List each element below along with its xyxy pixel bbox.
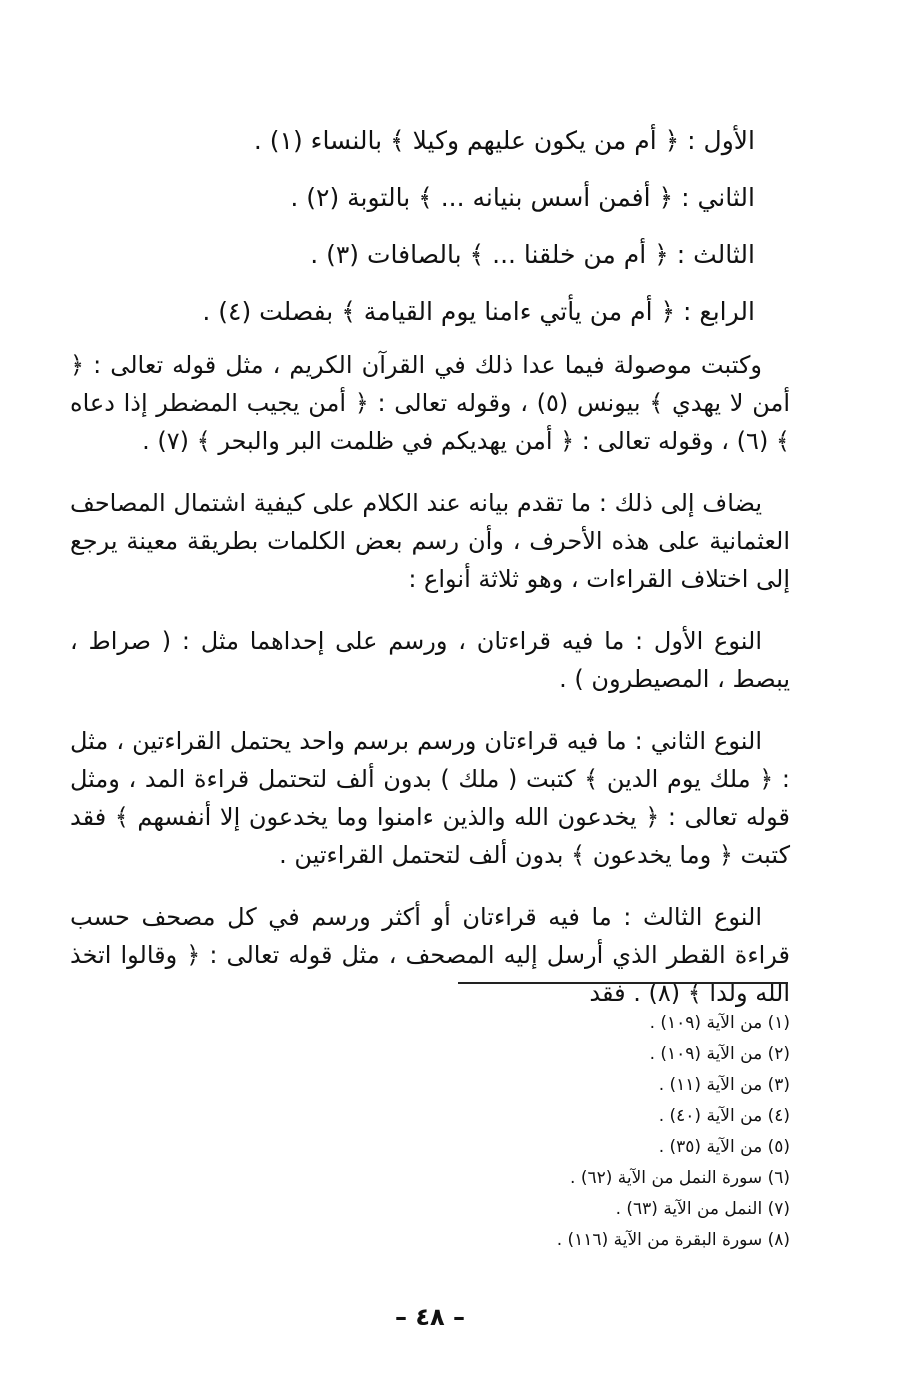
enum-line-third: الثالث : ﴿ أم من خلقنا ... ﴾ بالصافات (٣) . (310, 240, 755, 269)
footnote: (٦) سورة النمل من الآية (٦٢) . (570, 1168, 790, 1188)
footnote: (١) من الآية (١٠٩) . (649, 1013, 790, 1033)
footnote: (٣) من الآية (١١) . (658, 1075, 790, 1095)
paragraph-additionally: يضاف إلى ذلك : ما تقدم بيانه عند الكلام على كيفية اشتمال المصاحف العثمانية على هذه الأحرف ، وأن رسم بعض الكلمات بطريقة معينة يرجع إلى اختلاف القراءات ، وهو ثلاثة أنواع : (70, 489, 790, 593)
enum-line-fourth: الرابع : ﴿ أم من يأتي ءامنا يوم القيامة ﴾ بفصلت (٤) . (202, 297, 755, 326)
footnote: (٨) سورة البقرة من الآية (١١٦) . (556, 1230, 790, 1250)
footnote: (٤) من الآية (٤٠) . (658, 1106, 790, 1126)
paragraph-connected-writing: وكتبت موصولة فيما عدا ذلك في القرآن الكريم ، مثل قوله تعالى : ﴿ أمن لا يهدي ﴾ بيونس (٥) ، وقوله تعالى : ﴿ أمن يجيب المضطر إذا دعاه ﴾ (٦) ، وقوله تعالى : ﴿ أمن يهديكم في ظلمت البر والبحر ﴾ (٧) . (70, 351, 790, 455)
paragraph-type-one: النوع الأول : ما فيه قراءتان ، ورسم على إحداهما مثل : ( صراط ، يبصط ، المصيطرون ) . (70, 627, 790, 693)
footnote: (٥) من الآية (٣٥) . (658, 1137, 790, 1157)
enum-line-second: الثاني : ﴿ أفمن أسس بنيانه ... ﴾ بالتوبة (٢) . (290, 183, 755, 212)
footnote: (٧) النمل من الآية (٦٣) . (615, 1199, 790, 1219)
page-body (70, 112, 790, 1036)
footnotes (360, 1008, 790, 1256)
enum-line-first: الأول : ﴿ أم من يكون عليهم وكيلا ﴾ بالنساء (١) . (253, 126, 755, 155)
footnote-separator (458, 982, 788, 984)
paragraph-type-three: النوع الثالث : ما فيه قراءتان أو أكثر ورسم في كل مصحف حسب قراءة القطر الذي أرسل إليه المصحف ، مثل قوله تعالى : ﴿ وقالوا اتخذ الله ولدا ﴾ (٨) . فقد (70, 903, 790, 1007)
page-number: – ٤٨ – (394, 1303, 465, 1331)
paragraph-type-two: النوع الثاني : ما فيه قراءتان ورسم برسم واحد يحتمل القراءتين ، مثل : ﴿ ملك يوم الدين ﴾ كتبت ( ملك ) بدون ألف لتحتمل قراءة المد ، ومثل قوله تعالى : ﴿ يخدعون الله والذين ءامنوا وما يخدعون إلا أنفسهم ﴾ فقد كتبت ﴿ وما يخدعون ﴾ بدون ألف لتحتمل القراءتين . (70, 727, 790, 869)
footnote: (٢) من الآية (١٠٩) . (649, 1044, 790, 1064)
